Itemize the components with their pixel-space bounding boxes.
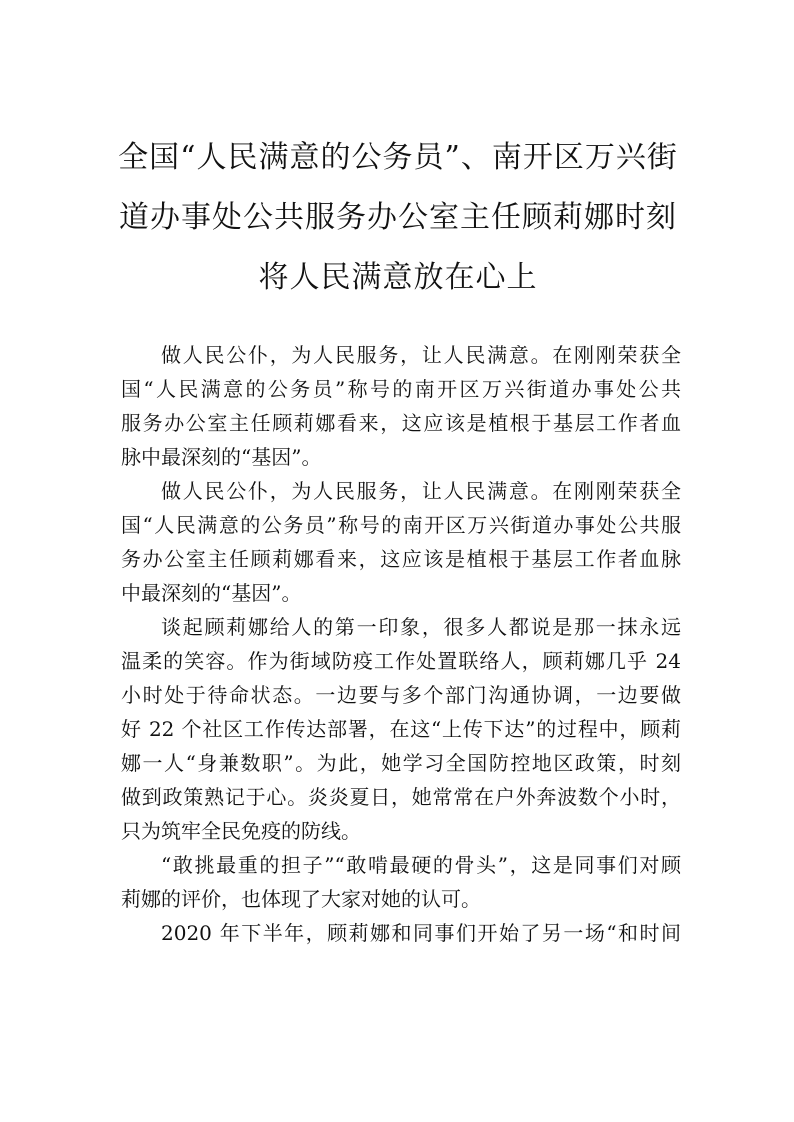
- paragraph-line: 做到政策熟记于心。炎炎夏日，她常常在户外奔波数个小时，: [121, 785, 681, 809]
- paragraph-line: 2020 年下半年，顾莉娜和同事们开始了另一场“和时间: [161, 921, 681, 945]
- paragraph-line: 温柔的笑容。作为街域防疫工作处置联络人，顾莉娜几乎 24: [121, 649, 681, 673]
- document-title: [118, 128, 678, 308]
- paragraph-line: 好 22 个社区工作传达部署，在这“上传下达”的过程中，顾莉: [121, 717, 681, 741]
- paragraph-line: 脉中最深刻的“基因”。: [121, 445, 322, 469]
- paragraph-line: 国“人民满意的公务员”称号的南开区万兴街道办事处公共: [121, 377, 681, 401]
- document-body: [121, 338, 681, 950]
- paragraph-line: 做人民公仆，为人民服务，让人民满意。在刚刚荣获全: [161, 479, 681, 503]
- title-line: 道办事处公共服务办公室主任顾莉娜时刻: [119, 200, 677, 235]
- paragraph-line: “敢挑最重的担子”“敢啃最硬的骨头”，这是同事们对顾: [161, 853, 681, 877]
- title-line: 将人民满意放在心上: [258, 260, 538, 295]
- paragraph-line: 中最深刻的“基因”。: [121, 581, 302, 605]
- paragraph-line: 莉娜的评价，也体现了大家对她的认可。: [121, 887, 481, 911]
- paragraph-3: [121, 610, 681, 848]
- paragraph-line: 谈起顾莉娜给人的第一印象，很多人都说是那一抹永远: [161, 615, 681, 639]
- paragraph-2: [121, 474, 681, 610]
- paragraph-1: [121, 338, 681, 474]
- paragraph-line: 小时处于待命状态。一边要与多个部门沟通协调，一边要做: [121, 683, 681, 707]
- paragraph-line: 娜一人“身兼数职”。为此，她学习全国防控地区政策，时刻: [121, 751, 681, 775]
- paragraph-5: [121, 916, 681, 950]
- paragraph-4: [121, 848, 681, 916]
- paragraph-line: 务办公室主任顾莉娜看来，这应该是植根于基层工作者血脉: [121, 547, 681, 571]
- title-line: 全国“人民满意的公务员”、南开区万兴街: [118, 140, 678, 175]
- paragraph-line: 服务办公室主任顾莉娜看来，这应该是植根于基层工作者血: [121, 411, 681, 435]
- paragraph-line: 做人民公仆，为人民服务，让人民满意。在刚刚荣获全: [161, 343, 681, 367]
- paragraph-line: 国“人民满意的公务员”称号的南开区万兴街道办事处公共服: [121, 513, 681, 537]
- paragraph-line: 只为筑牢全民免疫的防线。: [121, 819, 361, 843]
